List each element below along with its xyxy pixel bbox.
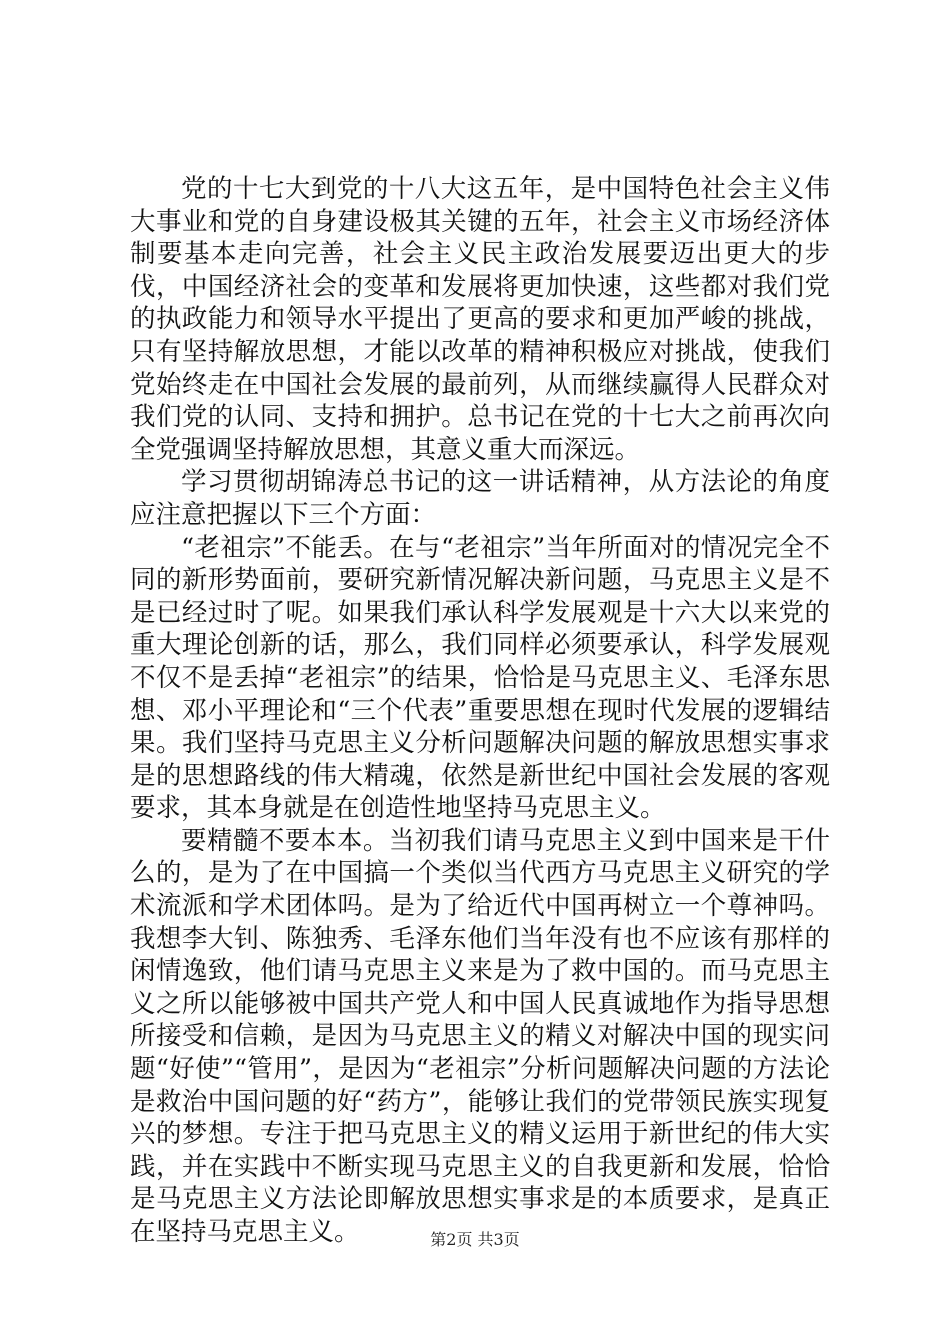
page-number-label: 第2页 共3页 (430, 1230, 520, 1249)
document-body (130, 173, 830, 1249)
paragraph-3: “老祖宗”不能丢。在与“老祖宗”当年所面对的情况完全不同的新形势面前，要研究新情况解决新问题，马克思主义是不是已经过时了呢。如果我们承认科学发展观是十六大以来党的重大理论创新的话，那么，我们同样必须要承认，科学发展观不仅不是丢掉“老祖宗”的结果，恰恰是马克思主义、毛泽东思想、邓小平理论和“三个代表”重要思想在现时代发展的逻辑结果。我们坚持马克思主义分析问题解决问题的解放思想实事求是的思想路线的伟大精魂，依然是新世纪中国社会发展的客观要求，其本身就是在创造性地坚持马克思主义。 (130, 532, 830, 824)
paragraph-1: 党的十七大到党的十八大这五年，是中国特色社会主义伟大事业和党的自身建设极其关键的五年，社会主义市场经济体制要基本走向完善，社会主义民主政治发展要迈出更大的步伐，中国经济社会的变革和发展将更加快速，这些都对我们党的执政能力和领导水平提出了更高的要求和更加严峻的挑战，只有坚持解放思想，才能以改革的精神积极应对挑战，使我们党始终走在中国社会发展的最前列，从而继续赢得人民群众对我们党的认同、支持和拥护。总书记在党的十七大之前再次向全党强调坚持解放思想，其意义重大而深远。 (130, 174, 830, 465)
paragraph-2: 学习贯彻胡锦涛总书记的这一讲话精神，从方法论的角度应注意把握以下三个方面： (130, 467, 830, 530)
page-footer (0, 1227, 950, 1250)
paragraph-4: 要精髓不要本本。当初我们请马克思主义到中国来是干什么的，是为了在中国搞一个类似当代西方马克思主义研究的学术流派和学术团体吗。是为了给近代中国再树立一个尊神吗。我想李大钊、陈独秀、毛泽东他们当年没有也不应该有那样的闲情逸致，他们请马克思主义来是为了救中国的。而马克思主义之所以能够被中国共产党人和中国人民真诚地作为指导思想所接受和信赖，是因为马克思主义的精义对解决中国的现实问题“好使”“管用”，是因为“老祖宗”分析问题解决问题的方法论是救治中国问题的好“药方”，能够让我们的党带领民族实现复兴的梦想。专注于把马克思主义的精义运用于新世纪的伟大实践，并在实践中不断实现马克思主义的自我更新和发展，恰恰是马克思主义方法论即解放思想实事求是的本质要求，是真正在坚持马克思主义。 (130, 825, 830, 1247)
